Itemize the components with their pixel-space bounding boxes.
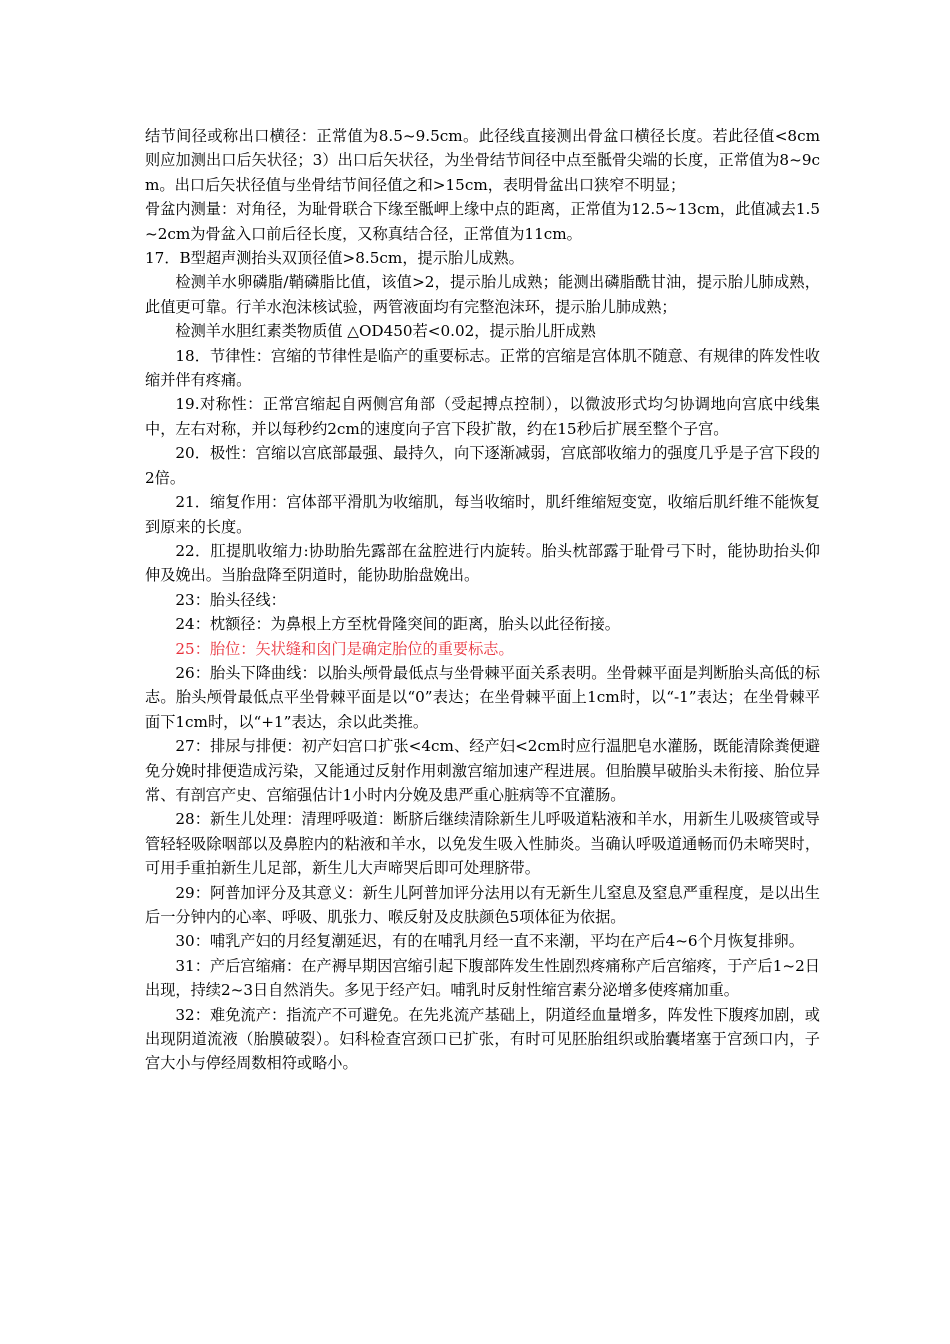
paragraph-26-descent-curve: 26：胎头下降曲线：以胎头颅骨最低点与坐骨棘平面关系表明。坐骨棘平面是判断胎头高低的标志。胎头颅骨最低点平坐骨棘平面是以“0”表达；在坐骨棘平面上1cm时，以“-1”表达；在坐骨棘平面下1cm时，以“+1”表达，余以此类推。 (145, 663, 820, 731)
paragraph-24-occipitofrontal: 24：枕额径：为鼻根上方至枕骨隆突间的距离，胎头以此径衔接。 (175, 615, 620, 634)
paragraph-28-newborn-care: 28：新生儿处理：清理呼吸道：断脐后继续清除新生儿呼吸道粘液和羊水，用新生儿吸痰管或导管轻轻吸除咽部以及鼻腔内的粘液和羊水，以免发生吸入性肺炎。当确认呼吸道通畅而仍未啼哭时，可用手重拍新生儿足部，新生儿大声啼哭后即可处理脐带。 (145, 810, 820, 878)
paragraph-23-head-diameters: 23：胎头径线： (175, 590, 286, 609)
paragraph-pelvis-internal-measurement: 骨盆内测量：对角径，为耻骨联合下缘至骶岬上缘中点的距离，正常值为12.5~13cm，此值减去1.5~2cm为骨盆入口前后径长度，又称真结合径，正常值为11cm。 (145, 200, 820, 243)
paragraph-18-rhythmicity: 18．节律性：宫缩的节律性是临产的重要标志。正常的宫缩是宫体肌不随意、有规律的阵发性收缩并伴有疼痛。 (145, 346, 820, 390)
paragraph-27-urination-defecation: 27：排尿与排便：初产妇宫口扩张<4cm、经产妇<2cm时应行温肥皂水灌肠，既能清除粪便避免分娩时排便造成污染，又能通过反射作用刺激宫缩加速产程进展。但胎膜早破胎头未衔接、胎位异常、有剖宫产史、宫缩强估计1小时内分娩及患严重心脏病等不宜灌肠。 (145, 737, 820, 804)
paragraph-20-polarity: 20．极性：宫缩以宫底部最强、最持久，向下逐渐减弱，宫底部收缩力的强度几乎是子宫下段的2倍。 (145, 444, 820, 487)
paragraph-25-fetal-position: 25：胎位：矢状缝和囟门是确定胎位的重要标志。 (175, 639, 514, 658)
paragraph-22-levator-ani: 22．肛提肌收缩力:协助胎先露部在盆腔进行内旋转。胎头枕部露于耻骨弓下时，能协助抬头仰伸及娩出。当胎盘降至阴道时，能协助胎盘娩出。 (145, 541, 820, 585)
paragraph-bilirubin: 检测羊水胆红素类物质值 △OD450若<0.02，提示胎儿肝成熟 (175, 322, 596, 341)
paragraph-31-afterpains: 31：产后宫缩痛：在产褥早期因宫缩引起下腹部阵发生性剧烈疼痛称产后宫缩疼，于产后1~2日出现，持续2~3日自然消失。多见于经产妇。哺乳时反射性缩宫素分泌增多使疼痛加重。 (145, 956, 820, 1000)
paragraph-30-lactation-menstruation: 30：哺乳产妇的月经复潮延迟，有的在哺乳月经一直不来潮，平均在产后4~6个月恢复排卵。 (175, 932, 804, 951)
paragraph-17-ultrasound: 17．B型超声测抬头双顶径值>8.5cm，提示胎儿成熟。 (145, 249, 524, 268)
paragraph-21-retraction: 21．缩复作用：宫体部平滑肌为收缩肌，每当收缩时，肌纤维缩短变宽，收缩后肌纤维不能恢复到原来的长度。 (145, 493, 820, 536)
paragraph-32-inevitable-abortion: 32：难免流产：指流产不可避免。在先兆流产基础上，阴道经血量增多，阵发性下腹疼加剧，或出现阴道流液（胎膜破裂）。妇科检查宫颈口已扩张，有时可见胚胎组织或胎囊堵塞于宫颈口内，子宫大小与停经周数相符或略小。 (145, 1005, 820, 1073)
paragraph-lecithin-ratio: 检测羊水卵磷脂/鞘磷脂比值，该值>2，提示胎儿成熟；能测出磷脂酰甘油，提示胎儿肺成熟，此值更可靠。行羊水泡沫核试验，两管液面均有完整泡沫环，提示胎儿肺成熟； (145, 273, 820, 316)
paragraph-outlet-transverse-diameter: 结节间径或称出口横径：正常值为8.5~9.5cm。此径线直接测出骨盆口横径长度。若此径值<8cm则应加测出口后矢状径；3）出口后矢状径，为坐骨结节间径中点至骶骨尖端的长度，正常值为8~9cm。出口后矢状径值与坐骨结节间径值之和>15cm，表明骨盆出口狭窄不明显； (145, 127, 820, 194)
paragraph-29-apgar-score: 29：阿普加评分及其意义：新生儿阿普加评分法用以有无新生儿窒息及窒息严重程度，是以出生后一分钟内的心率、呼吸、肌张力、喉反射及皮肤颜色5项体征为依据。 (145, 883, 820, 926)
paragraph-19-symmetry: 19.对称性：正常宫缩起自两侧宫角部（受起搏点控制），以微波形式均匀协调地向宫底中线集中，左右对称，并以每秒约2cm的速度向子宫下段扩散，约在15秒后扩展至整个子宫。 (145, 395, 820, 438)
